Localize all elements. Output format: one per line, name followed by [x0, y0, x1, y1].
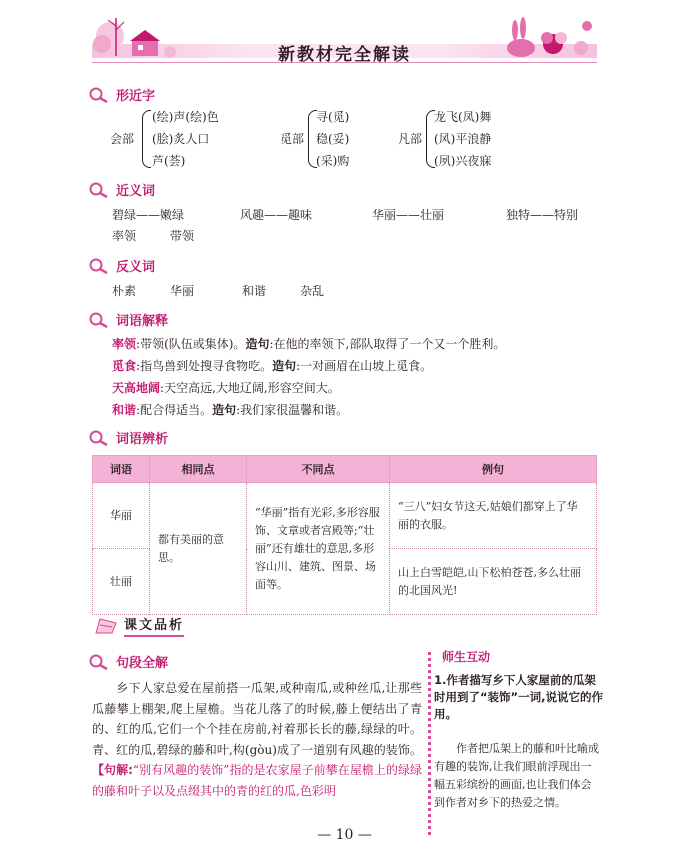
- antonym-word: 和谐: [242, 284, 267, 298]
- magnifier-icon: [88, 311, 110, 329]
- group-row: 寻(觅): [316, 110, 350, 124]
- magnifier-icon: [88, 257, 110, 275]
- section-juduanquanjie: [88, 652, 168, 671]
- def-term: 天高地阔: [112, 381, 161, 395]
- table-common: 都有美丽的意思。: [150, 483, 247, 615]
- table-example: “三八”妇女节这天,姑娘们都穿上了华丽的衣服。: [390, 483, 597, 549]
- definition-row: 觅食:指鸟兽到处搜寻食物吃。造句:一对画眉在山坡上觅食。: [112, 359, 433, 373]
- def-text: 指鸟兽到处搜寻食物吃。: [140, 359, 273, 373]
- group-row: (脍)炙人口: [152, 132, 210, 146]
- magnifier-icon: [88, 653, 110, 671]
- table-word: 壮丽: [93, 549, 150, 615]
- magnifier-icon: [88, 429, 110, 447]
- definition-row: 率领:带领(队伍或集体)。造句:在他的率领下,部队取得了一个又一个胜利。: [112, 337, 506, 351]
- section-title: 句段全解: [116, 656, 169, 671]
- side-title: 师生互动: [442, 650, 491, 664]
- word-comparison-table: [92, 455, 597, 615]
- note-text: “别有风趣的装饰”指的是农家屋子前攀在屋檐上的绿绿的藤和叶子以及点缀其中的青的红的瓜,色彩明: [92, 763, 422, 798]
- note-label: 【句解:: [92, 763, 133, 777]
- definition-row: 天高地阔:天空高远,大地辽阔,形容空间大。: [112, 381, 340, 395]
- antonym-word: 杂乱: [300, 284, 325, 298]
- section-title: 词语解释: [116, 314, 169, 329]
- side-question: 1.作者描写乡下人家屋前的瓜架时用到了“装饰”一词,说说它的作用。: [434, 673, 603, 721]
- table-word: 华丽: [93, 483, 150, 549]
- synonym-pair: 风趣——趣味: [240, 208, 313, 222]
- def-term: 率领: [112, 337, 137, 351]
- table-header: 例句: [390, 456, 597, 483]
- synonym-pair: 华丽——壮丽: [372, 208, 445, 222]
- def-example: 在他的率领下,部队取得了一个又一个胜利。: [273, 337, 506, 351]
- def-text: 配合得适当。: [140, 403, 213, 417]
- synonym-word: 带领: [170, 229, 195, 243]
- group-row: (绘)声(绘)色: [152, 110, 219, 124]
- def-term: 和谐: [112, 403, 137, 417]
- antonym-word: 朴素: [112, 284, 137, 298]
- section-title: 形近字: [116, 89, 156, 104]
- page-number: — 10 —: [317, 827, 372, 843]
- section-ciyubianxi: [88, 428, 168, 447]
- group-row: (风)平浪静: [434, 132, 492, 146]
- group-row: 龙飞(凤)舞: [434, 110, 492, 124]
- table-header: 词语: [93, 456, 150, 483]
- magnifier-icon: [88, 181, 110, 199]
- table-header: 相同点: [150, 456, 247, 483]
- section-ciyujieshi: [88, 310, 168, 329]
- xingjin-group-1: [110, 108, 250, 168]
- definition-row: 和谐:配合得适当。造句:我们家很温馨和谐。: [112, 403, 349, 417]
- xingjin-group-2: [280, 108, 390, 168]
- header-rule: [92, 62, 597, 63]
- text-paragraph: [92, 678, 422, 801]
- antonym-word: 华丽: [170, 284, 195, 298]
- def-term: 觅食: [112, 359, 137, 373]
- magnifier-icon: [88, 86, 110, 104]
- section-fanyici: [88, 256, 155, 275]
- group-head: 觅部: [280, 132, 305, 146]
- lesson-analysis-banner: [94, 614, 184, 637]
- def-text: 天空高远,大地辽阔,形容空间大。: [164, 381, 340, 395]
- def-text: 带领(队伍或集体)。: [140, 337, 246, 351]
- group-row: 芦(荟): [152, 154, 186, 168]
- table-diff: “华丽”指有光彩,多形容服饰、文章或者宫殿等;“壮丽”还有雄壮的意思,多形容山川、建筑、图景、场面等。: [247, 483, 390, 615]
- table-header-row: [93, 456, 597, 483]
- section-title: 词语辨析: [116, 432, 169, 447]
- page-header: [0, 0, 689, 66]
- paragraph-text: 乡下人家总爱在屋前搭一瓜架,或种南瓜,或种丝瓜,让那些瓜藤攀上棚架,爬上屋檐。当花儿落了的时候,藤上便结出了青的、红的瓜,它们一个个挂在房前,衬着那长长的藤,绿绿的叶。青、红的瓜,碧绿的藤和叶,构(gòu)成了一道别有风趣的装饰。: [92, 681, 422, 757]
- group-row: (夙)兴夜寐: [434, 154, 492, 168]
- group-head: 凡部: [398, 132, 423, 146]
- def-zaoju-label: 造句: [272, 359, 297, 373]
- dotted-divider: [428, 652, 431, 837]
- section-jinyici: [88, 180, 155, 199]
- def-example: 一对画眉在山坡上觅食。: [300, 359, 433, 373]
- synonym-word: 率领: [112, 229, 137, 243]
- book-title: 新教材完全解读: [278, 45, 411, 65]
- synonym-pair: 独特——特别: [506, 208, 579, 222]
- section-title: 近义词: [116, 184, 156, 199]
- group-head: 会部: [110, 132, 135, 146]
- pencil-note-icon: [94, 617, 118, 635]
- table-header: 不同点: [247, 456, 390, 483]
- banner-label: 课文品析: [124, 614, 184, 637]
- def-zaoju-label: 造句: [245, 337, 270, 351]
- table-example: 山上白雪皑皑,山下松柏苍苍,多么壮丽的北国风光!: [390, 549, 597, 615]
- section-title: 反义词: [116, 260, 156, 275]
- def-zaoju-label: 造句: [212, 403, 237, 417]
- synonym-pair: 碧绿——嫩绿: [112, 208, 185, 222]
- brace: [142, 110, 151, 168]
- side-answer: 作者把瓜架上的藤和叶比喻成有趣的装饰,让我们眼前浮现出一幅五彩缤纷的画面,也让我们体会到作者对乡下的热爱之情。: [434, 742, 599, 809]
- section-xingjinzi: [88, 85, 155, 104]
- group-row: 稳(妥): [316, 132, 350, 146]
- xingjin-group-3: [398, 108, 548, 168]
- def-example: 我们家很温馨和谐。: [240, 403, 349, 417]
- group-row: (采)购: [316, 154, 350, 168]
- table-row: [93, 483, 597, 549]
